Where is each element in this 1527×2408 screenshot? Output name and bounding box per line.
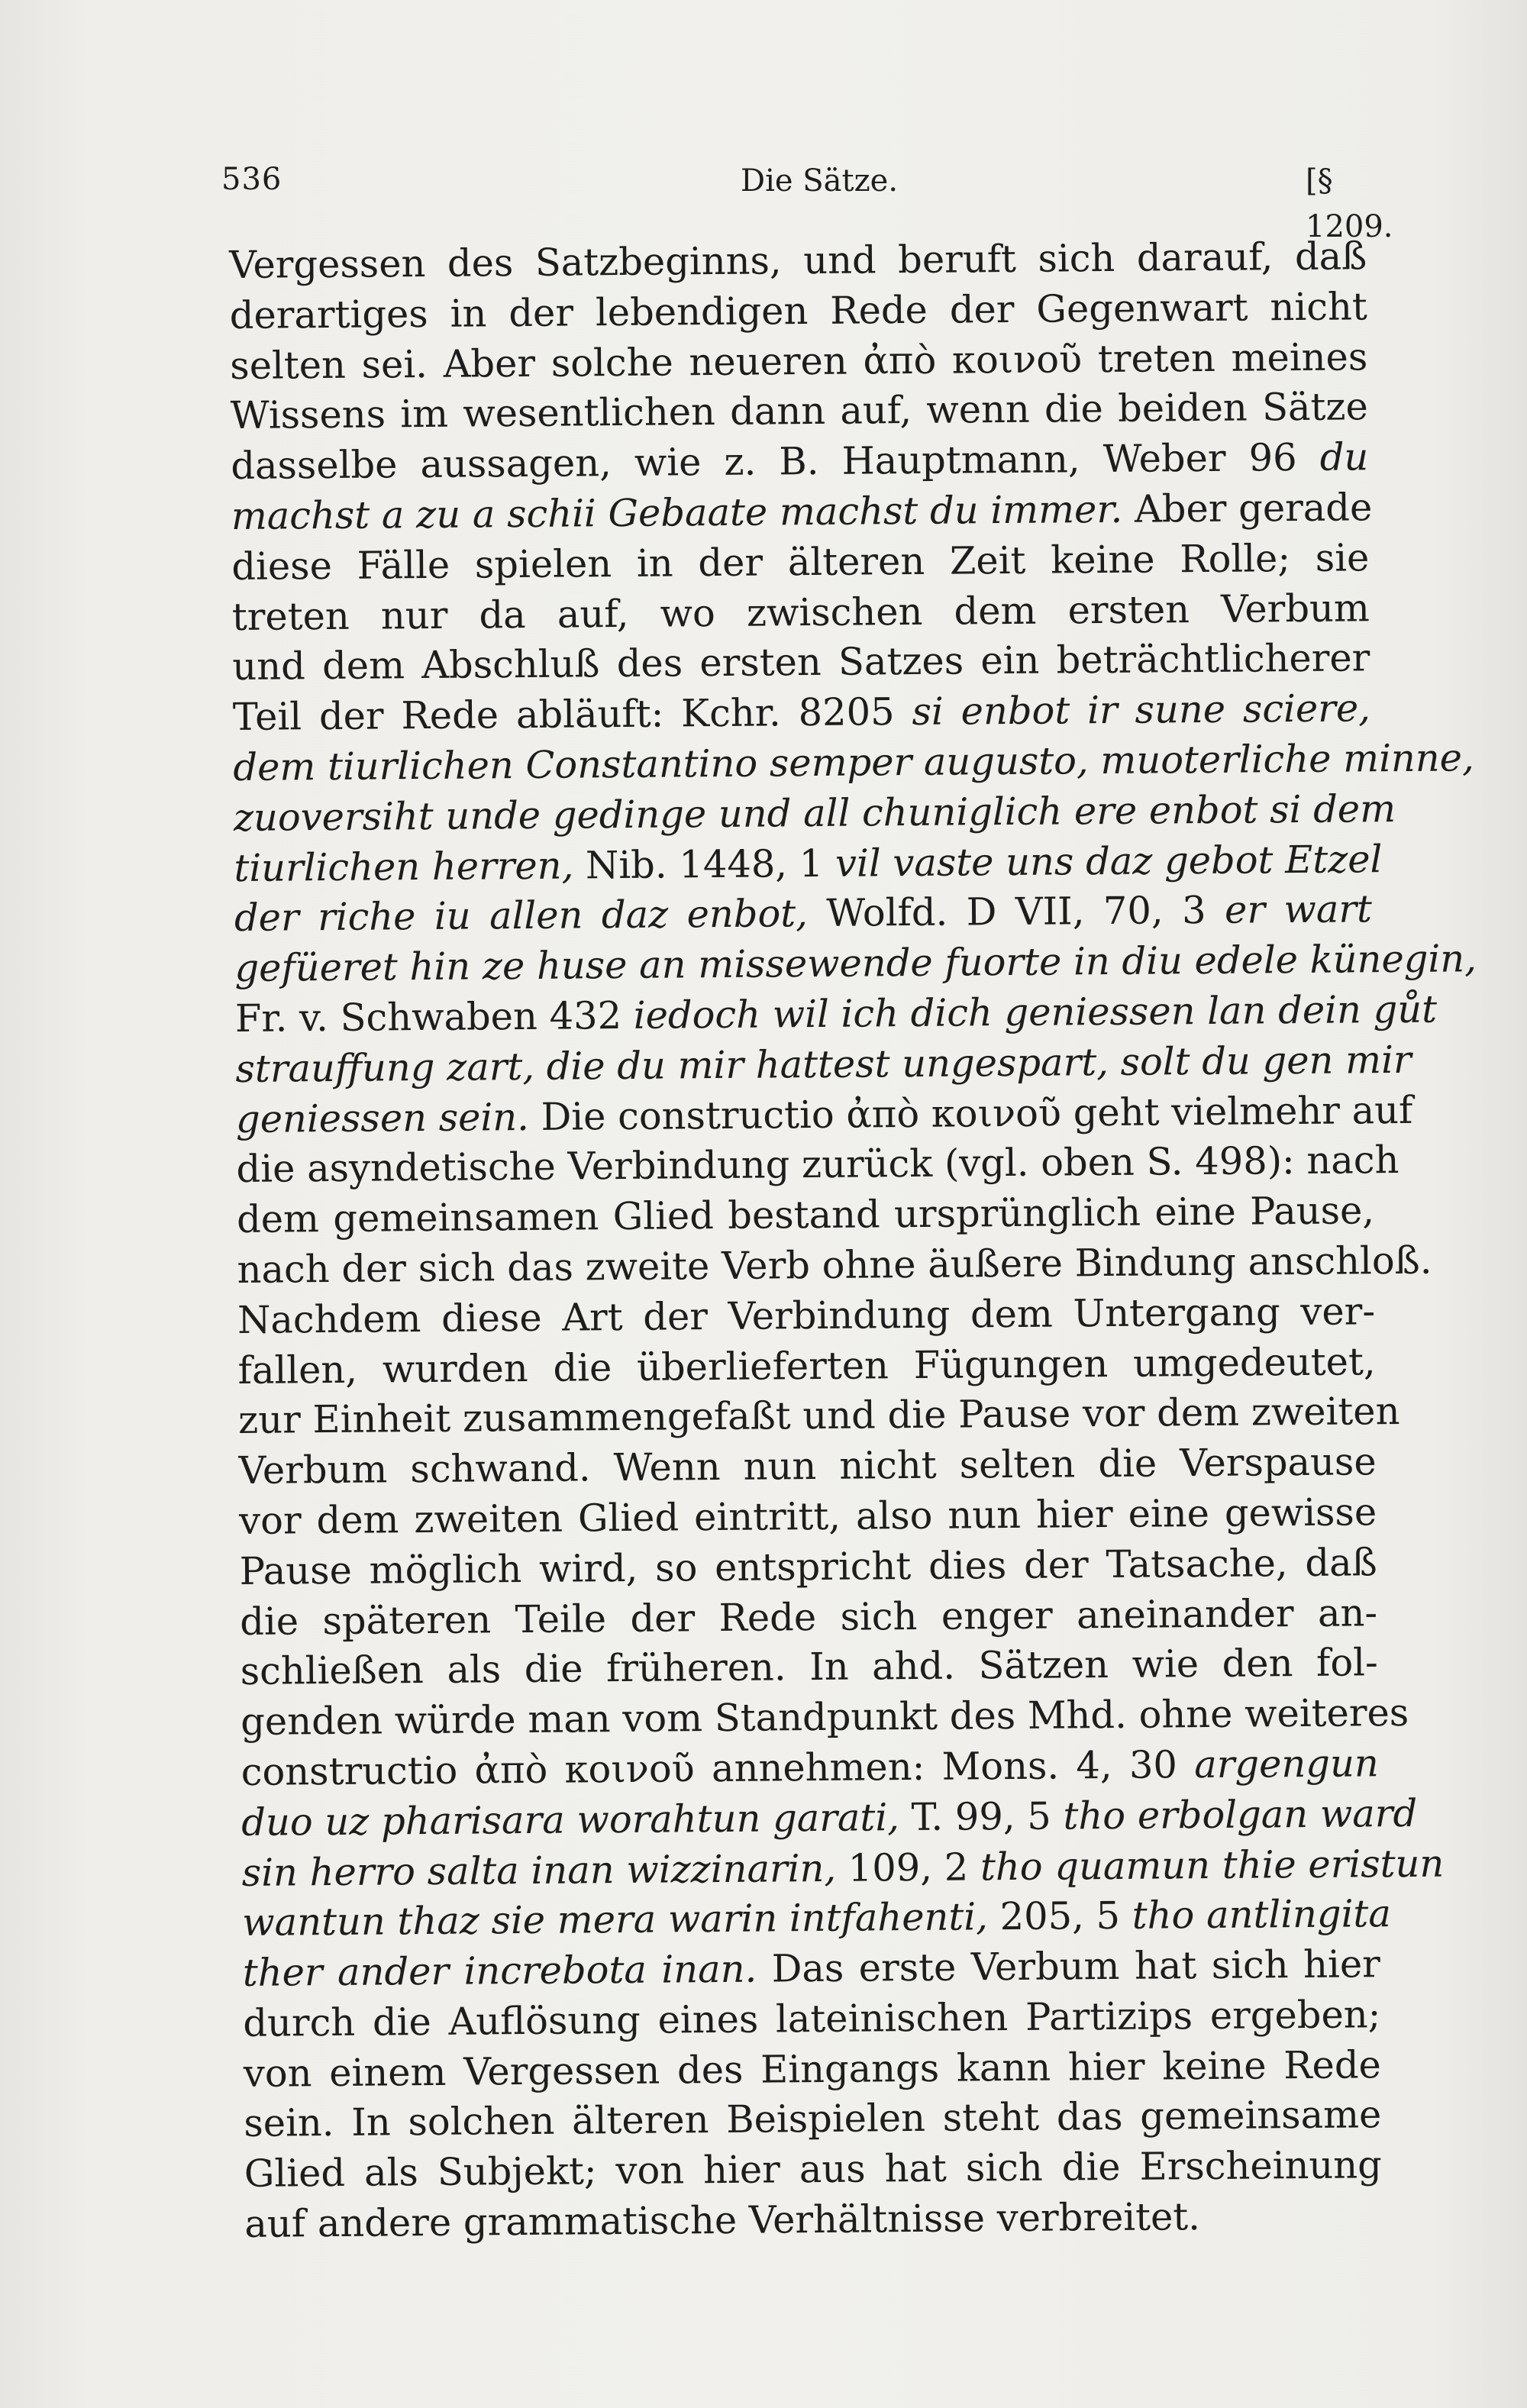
text-segment: 109, 2 (835, 1844, 981, 1890)
italic-quotation: der riche iu allen daz enbot, (234, 891, 809, 941)
text-segment: Wolfd. D VII, 70, 3 (807, 888, 1225, 936)
italic-quotation: tho erbolgan ward (1063, 1790, 1418, 1838)
italic-quotation: du (1319, 434, 1369, 479)
text-segment: Verbum schwand. Wenn nun nicht selten die Verspause (238, 1439, 1377, 1493)
section-reference: [§ 1209. (1306, 163, 1393, 244)
italic-quotation: argengun (1194, 1741, 1379, 1787)
text-segment: vor dem zweiten Glied eintritt, also nun hier eine gewisse (238, 1490, 1377, 1543)
text-line (243, 1990, 1380, 2048)
text-segment: schließen als die früheren. In ahd. Sätzen wie den fol- (240, 1640, 1378, 1694)
italic-quotation: si enbot ir sune sciere, (912, 686, 1371, 734)
text-line (237, 1286, 1375, 1345)
text-segment: und dem Abschluß des ersten Satzes ein beträchtlicherer (232, 635, 1370, 689)
text-segment: auf andere grammatische Verhältnisse verbreitet. (244, 2194, 1201, 2246)
text-line (237, 1186, 1374, 1244)
italic-quotation: tho antlingita (1132, 1891, 1392, 1938)
body-text (229, 231, 1477, 2249)
page-header (221, 157, 1393, 244)
text-line (234, 934, 1477, 993)
text-segment: genden würde man vom Standpunkt des Mhd. ohne weiteres (241, 1690, 1409, 1745)
text-line (234, 834, 1383, 893)
text-segment: Nib. 1448, 1 (573, 841, 836, 888)
italic-quotation: vil vaste uns daz gebot Etzel (835, 836, 1383, 886)
text-line (239, 1487, 1377, 1546)
italic-quotation: zuoversiht unde gedinge und all chuniglich ere enbot si dem (233, 786, 1396, 840)
text-line (233, 734, 1474, 792)
italic-quotation: dem tiurlichen Constantino semper augusto, muoterliche minne, (233, 735, 1474, 789)
text-segment: 205, 5 (987, 1893, 1133, 1939)
text-segment: zur Einheit zusammengefaßt und die Pause vor dem zweiten (237, 1389, 1400, 1443)
text-line (244, 2090, 1381, 2149)
text-line (232, 583, 1370, 642)
text-line (237, 1387, 1400, 1446)
text-segment: die asyndetische Verbindung zurück (vgl. oben S. 498): nach (236, 1138, 1399, 1192)
italic-quotation: ther ander increbota inan. (242, 1946, 757, 1996)
text-line (234, 985, 1438, 1044)
text-line (230, 332, 1367, 391)
text-segment: Aber gerade (1122, 485, 1373, 531)
italic-quotation: geniessen sein. (235, 1094, 530, 1141)
text-segment: dasselbe aussagen, wie z. B. Hauptmann, Weber 96 (231, 434, 1320, 489)
italic-quotation: strauffung zart, die du mir hattest ungespart, solt du gen mir (235, 1037, 1412, 1091)
text-line (244, 2190, 1382, 2249)
text-line (232, 634, 1370, 692)
text-segment: Pause möglich wird, so entspricht dies der Tatsache, daß (239, 1539, 1377, 1593)
text-line (241, 1789, 1418, 1848)
text-segment: Wissens im wesentlichen dann auf, wenn die beiden Sätze (230, 384, 1368, 438)
text-segment: sein. In solchen älteren Beispielen steht das gemeinsame (244, 2092, 1382, 2146)
text-line (238, 1437, 1376, 1496)
page-number: 536 (221, 162, 282, 197)
text-line (235, 1086, 1413, 1144)
italic-quotation: er wart (1224, 886, 1373, 933)
text-segment: von einem Vergessen des Eingangs kann hier keine Rede (243, 2042, 1382, 2096)
text-line (239, 1538, 1377, 1596)
text-segment: nach der sich das zweite Verb ohne äußere Bindung anschloß. (237, 1238, 1432, 1292)
text-line (244, 2040, 1381, 2099)
text-line (235, 1035, 1412, 1094)
text-segment: Die constructio ἀπὸ κοινοῦ geht vielmehr auf (528, 1087, 1413, 1139)
text-segment: Vergessen des Satzbeginns, und beruft sich darauf, daß (229, 234, 1367, 287)
text-segment: Nachdem diese Art der Verbindung dem Untergang ver- (237, 1288, 1376, 1342)
text-segment: Teil der Rede abläuft: Kchr. 8205 (232, 689, 912, 740)
text-segment: durch die Auflösung eines lateinischen Partizips ergeben; (243, 1992, 1381, 2045)
text-line (237, 1337, 1375, 1396)
text-line (233, 784, 1396, 843)
text-line (240, 1638, 1377, 1697)
text-segment: derartiges in der lebendigen Rede der Gegenwart nicht (229, 284, 1367, 337)
text-line (242, 1890, 1392, 1948)
text-line (241, 1688, 1409, 1747)
text-line (243, 1939, 1380, 1998)
text-line (231, 533, 1369, 592)
text-segment: Fr. v. Schwaben 432 (234, 993, 634, 1041)
italic-quotation: gefüeret hin ze huse an missewende fuorte in diu edele künegin, (234, 936, 1477, 991)
italic-quotation: sin herro salta inan wizzinarin, (241, 1845, 837, 1895)
text-line (244, 2141, 1382, 2200)
text-segment: T. 99, 5 (899, 1793, 1064, 1839)
italic-quotation: tho quamun thie eristun (980, 1841, 1445, 1889)
text-segment: Das erste Verbum hat sich hier (756, 1942, 1381, 1991)
text-line (241, 1839, 1445, 1898)
text-line (231, 483, 1373, 541)
text-segment: die späteren Teile der Rede sich enger aneinander an- (239, 1590, 1378, 1644)
text-line (231, 383, 1368, 441)
text-segment: Glied als Subjekt; von hier aus hat sich die Erscheinung (244, 2142, 1383, 2197)
text-line (240, 1588, 1377, 1647)
text-line (229, 231, 1367, 290)
text-line (241, 1738, 1379, 1797)
running-title: Die Sätze. (741, 163, 899, 199)
text-segment: selten sei. Aber solche neueren ἀπὸ κοινοῦ treten meines (230, 334, 1368, 388)
italic-quotation: wantun thaz sie mera warin intfahenti, (242, 1894, 989, 1945)
italic-quotation: machst a zu a schii Gebaate machst du immer. (231, 486, 1123, 538)
text-segment: constructio ἀπὸ κοινοῦ annehmen: Mons. 4, 30 (241, 1742, 1195, 1794)
text-segment: diese Fälle spielen in der älteren Zeit keine Rolle; sie (231, 535, 1370, 589)
italic-quotation: tiurlichen herren, (234, 843, 574, 890)
text-line (234, 885, 1372, 944)
text-segment: dem gemeinsamen Glied bestand ursprünglich eine Pause, (236, 1188, 1375, 1242)
text-line (236, 1136, 1399, 1195)
text-line (233, 683, 1370, 742)
text-segment: fallen, wurden die überlieferten Fügungen umgedeutet, (237, 1338, 1376, 1393)
text-line (230, 282, 1367, 341)
text-line (231, 432, 1368, 491)
italic-quotation: duo uz pharisara worahtun garati, (241, 1794, 900, 1845)
text-line (237, 1236, 1432, 1295)
text-segment: treten nur da auf, wo zwischen dem ersten Verbum (231, 585, 1370, 639)
italic-quotation: iedoch wil ich dich geniessen lan dein gůt (633, 986, 1438, 1038)
